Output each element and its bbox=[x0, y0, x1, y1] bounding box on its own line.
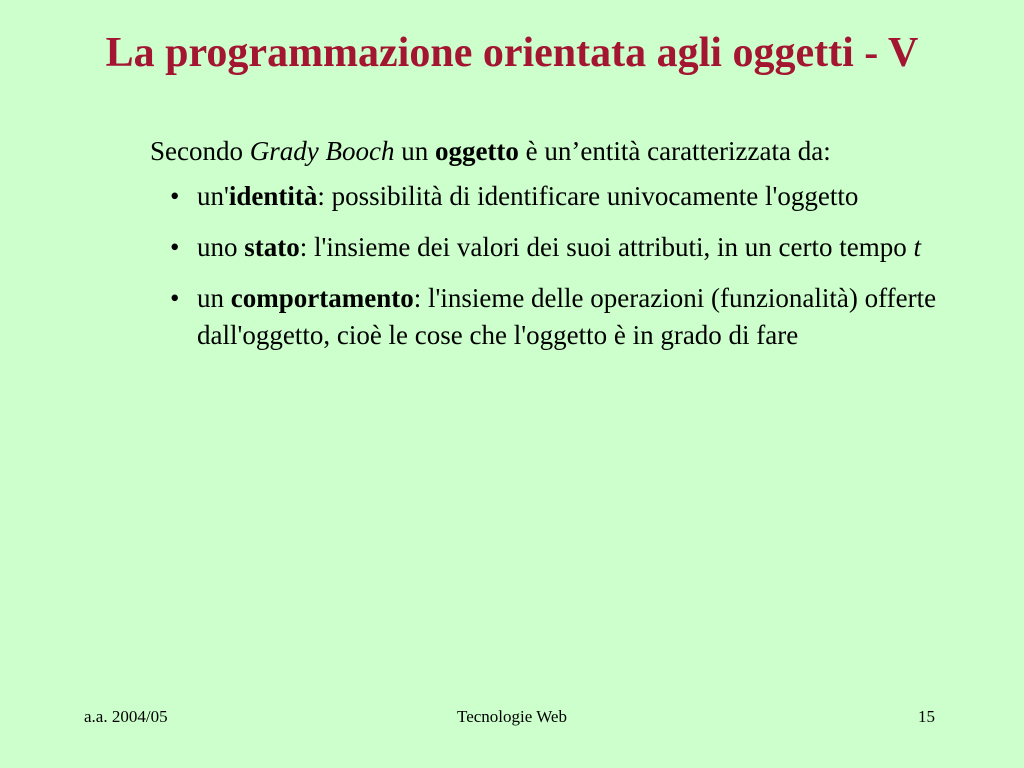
bullet-term: stato bbox=[244, 232, 300, 262]
intro-middle: un bbox=[394, 136, 435, 166]
bullet-list bbox=[150, 178, 950, 354]
bullet-behavior bbox=[150, 280, 937, 354]
intro-prefix: Secondo bbox=[150, 136, 250, 166]
intro-suffix: è un’entità caratterizzata da: bbox=[518, 136, 831, 166]
bullet-term: comportamento bbox=[230, 283, 414, 313]
footer-course-name: Tecnologie Web bbox=[457, 707, 567, 726]
bullet-icon: • bbox=[170, 283, 180, 313]
slide-title: La programmazione orientata agli oggetti - V bbox=[105, 30, 919, 76]
slide-content bbox=[150, 133, 950, 368]
bullet-prefix: un bbox=[197, 283, 231, 313]
bullet-text: : l'insieme delle operazioni (funzionalità) offerte dall'oggetto, cioè le cose che l'oggetto è in grado di fare bbox=[197, 283, 937, 350]
bullet-state bbox=[150, 229, 937, 266]
bullet-prefix: un' bbox=[197, 181, 229, 211]
time-variable: t bbox=[913, 232, 922, 262]
bullet-icon: • bbox=[170, 232, 180, 262]
bullet-identity bbox=[150, 178, 937, 215]
bullet-icon: • bbox=[170, 181, 180, 211]
intro-paragraph bbox=[150, 133, 950, 170]
bullet-prefix: uno bbox=[197, 232, 245, 262]
footer-academic-year: a.a. 2004/05 bbox=[84, 707, 168, 726]
footer-slide-number: 15 bbox=[918, 707, 935, 726]
bullet-text: : possibilità di identificare univocamente l'oggetto bbox=[317, 181, 859, 211]
object-term: oggetto bbox=[434, 136, 519, 166]
bullet-text: : l'insieme dei valori dei suoi attributi, in un certo tempo bbox=[299, 232, 914, 262]
bullet-term: identità bbox=[228, 181, 318, 211]
author-name: Grady Booch bbox=[249, 136, 395, 166]
